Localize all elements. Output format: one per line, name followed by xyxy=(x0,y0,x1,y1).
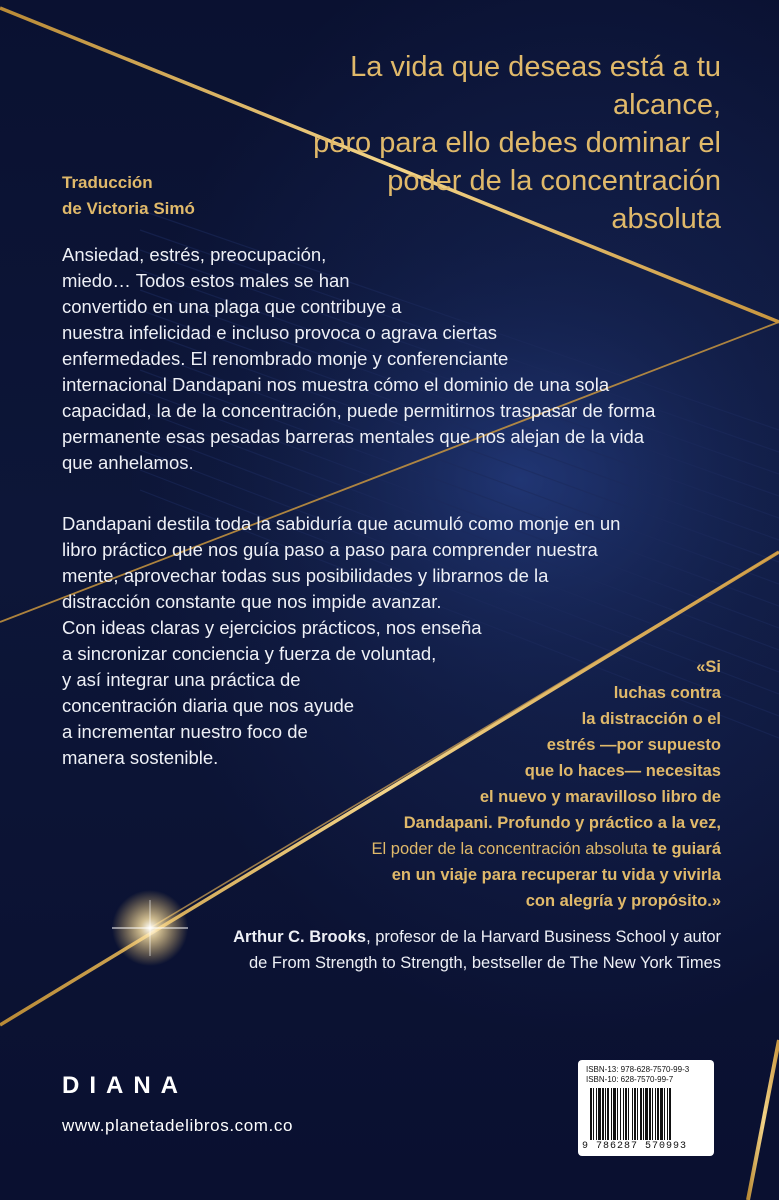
barcode-bars xyxy=(590,1088,702,1140)
barcode-bar xyxy=(596,1088,597,1140)
quote-text: luchas contra xyxy=(613,684,721,702)
attribution-line: de From Strength to Strength, bestseller de The New York Times xyxy=(248,954,721,972)
barcode-bar xyxy=(649,1088,651,1140)
description-line: permanente esas pesadas barreras mentales que nos alejan de la vida xyxy=(62,426,645,447)
description-line: capacidad, la de la concentración, puede permitirnos traspasar de forma xyxy=(62,400,656,421)
tagline-line: poder de la concentración xyxy=(387,165,721,197)
barcode-bar xyxy=(623,1088,624,1140)
barcode-bar xyxy=(590,1088,592,1140)
description-line: a sincronizar conciencia y fuerza de voluntad, xyxy=(62,643,437,664)
publisher-logo: DIANA xyxy=(62,1072,188,1099)
barcode-bar xyxy=(607,1088,609,1140)
barcode-bar xyxy=(598,1088,601,1140)
translator-name: de Victoria Simó xyxy=(62,199,195,218)
tagline-line: pero para ello debes dominar el xyxy=(313,127,721,159)
description-line: convertido en una plaga que contribuye a xyxy=(62,296,402,317)
description-line: y así integrar una práctica de xyxy=(62,669,301,690)
quote-text: con alegría y propósito.» xyxy=(525,892,721,910)
quote-line xyxy=(696,654,721,680)
description-line: libro práctico que nos guía paso a paso para comprender nuestra xyxy=(62,539,598,560)
barcode-number: 9 786287 570993 xyxy=(582,1141,688,1152)
quote-line xyxy=(614,680,721,706)
barcode-bar xyxy=(593,1088,594,1140)
description-line: concentración diaria que nos ayude xyxy=(62,695,355,716)
tagline-line: absoluta xyxy=(611,203,721,235)
isbn-10-label: ISBN-10: 628-7570-99-7 xyxy=(586,1075,674,1084)
barcode-bar xyxy=(667,1088,668,1140)
barcode-bar xyxy=(669,1088,671,1140)
description-line: enfermedades. El renombrado monje y conferenciante xyxy=(62,348,509,369)
barcode-bar xyxy=(652,1088,653,1140)
translator-credit xyxy=(62,170,195,222)
quote-line xyxy=(582,706,721,732)
barcode-bar xyxy=(620,1088,621,1140)
attribution-line xyxy=(233,924,721,950)
description-line: Con ideas claras y ejercicios prácticos, nos enseña xyxy=(62,617,482,638)
description-line: a incrementar nuestro foco de xyxy=(62,721,308,742)
quote-line xyxy=(372,836,721,862)
isbn-barcode xyxy=(578,1060,714,1156)
tagline-line: La vida que deseas está a tu alcance, xyxy=(350,51,721,121)
barcode-bar xyxy=(613,1088,616,1140)
description-line: distracción constante que nos impide avanzar. xyxy=(62,591,442,612)
barcode-bar xyxy=(660,1088,663,1140)
quote-text: Dandapani. Profundo y práctico a la vez, xyxy=(403,814,721,832)
description-line: Dandapani destila toda la sabiduría que acumuló como monje en un xyxy=(62,513,621,534)
quote-text: que lo haces— necesitas xyxy=(524,762,721,780)
barcode-bar xyxy=(628,1088,629,1140)
quote-line xyxy=(404,810,721,836)
description-line: nuestra infelicidad e incluso provoca o agrava ciertas xyxy=(62,322,497,343)
barcode-bar xyxy=(602,1088,604,1140)
quote-line xyxy=(526,888,721,914)
translator-line: Traducción xyxy=(62,173,153,192)
description-line: que anhelamos. xyxy=(62,452,194,473)
quote-text: en un viaje para recuperar tu vida y vivirla xyxy=(391,866,721,884)
description-line: Ansiedad, estrés, preocupación, xyxy=(62,244,327,265)
isbn-13-label: ISBN-13: 978-628-7570-99-3 xyxy=(586,1065,690,1074)
quote-text: «Si xyxy=(696,658,721,676)
barcode-bar xyxy=(625,1088,627,1140)
quote-line xyxy=(525,758,721,784)
description-line: miedo… Todos estos males se han xyxy=(62,270,350,291)
gold-line-bottom-right xyxy=(748,1040,779,1200)
description-line: internacional Dandapani nos muestra cómo el dominio de una sola xyxy=(62,374,610,395)
barcode-bar xyxy=(640,1088,642,1140)
quote-line xyxy=(392,862,721,888)
description-line: manera sostenible. xyxy=(62,747,219,768)
publisher-url: www.planetadelibros.com.co xyxy=(62,1116,294,1135)
barcode-bar xyxy=(655,1088,656,1140)
quote-line xyxy=(547,732,721,758)
quote-text: la distracción o el xyxy=(581,710,721,728)
attribution-author-name: Arthur C. Brooks xyxy=(233,928,367,946)
quote-line xyxy=(480,784,721,810)
barcode-bar xyxy=(634,1088,636,1140)
barcode-bar xyxy=(611,1088,612,1140)
barcode-bar xyxy=(664,1088,665,1140)
attribution-text: , profesor de la Harvard Business School y autor xyxy=(366,928,721,946)
barcode-bar xyxy=(645,1088,648,1140)
barcode-bar xyxy=(617,1088,618,1140)
description-line: mente, aprovechar todas sus posibilidades y librarnos de la xyxy=(62,565,549,586)
quote-book-title: El poder de la concentración absoluta xyxy=(371,840,648,858)
quote-text: el nuevo y maravilloso libro de xyxy=(479,788,721,806)
barcode-bar xyxy=(637,1088,638,1140)
barcode-bar xyxy=(632,1088,633,1140)
barcode-bar xyxy=(643,1088,644,1140)
quote-text: estrés —por supuesto xyxy=(546,736,721,754)
barcode-bar xyxy=(657,1088,659,1140)
quote-text: te guiará xyxy=(647,840,721,858)
tagline xyxy=(241,48,721,238)
barcode-bar xyxy=(605,1088,606,1140)
